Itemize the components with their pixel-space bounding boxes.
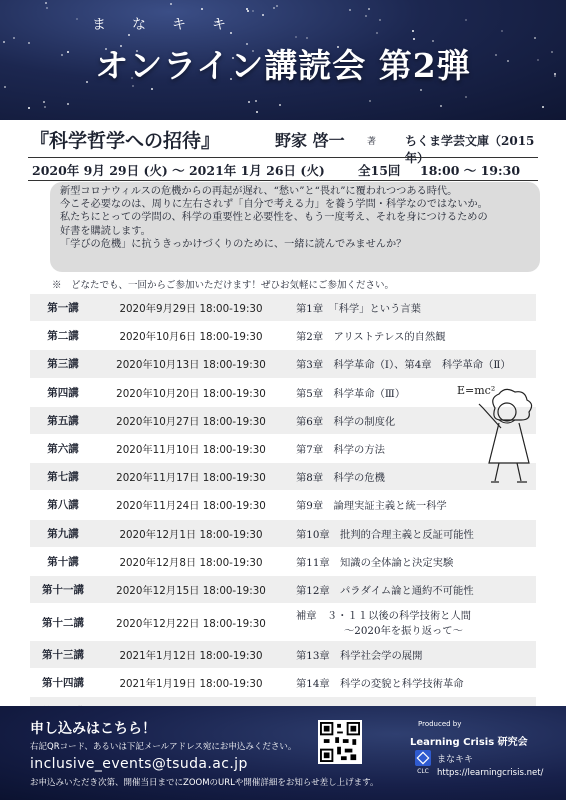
apply-heading: 申し込みはこちら！ xyxy=(30,721,156,737)
table-row xyxy=(30,350,536,378)
star xyxy=(349,9,351,11)
star xyxy=(151,88,153,90)
star xyxy=(248,101,250,103)
participation-note: ※ どなたでも、一回からご参加いただけます！ぜひお気軽にご参加ください。 xyxy=(52,280,395,291)
brand-name: まなキキ xyxy=(437,755,474,765)
lecture-chapter: 第14章 科学の変貌と科学技術革命 xyxy=(286,669,536,697)
intro-line: 好書を購読します。 xyxy=(60,225,151,237)
zoom-note: お申込みいただき次第、開催当日までにZOOMのURLや開催詳細をお知らせ差し上げます。 xyxy=(30,778,379,788)
lecture-chapter: 第1章 「科学」という言葉 xyxy=(286,294,536,322)
star xyxy=(255,100,257,102)
lecture-chapter: 第8章 科学の危機 xyxy=(286,463,536,491)
table-row xyxy=(30,575,536,603)
lecture-date: 2020年11月24日 18:00-19:30 xyxy=(96,491,286,519)
lecture-number: 第十一講 xyxy=(30,575,96,603)
lecture-number: 第五講 xyxy=(30,406,96,434)
star xyxy=(276,5,278,7)
book-info xyxy=(30,126,550,165)
table-row xyxy=(30,547,536,575)
lecture-date: 2020年10月27日 18:00-19:30 xyxy=(96,406,286,434)
lecture-number: 第八講 xyxy=(30,491,96,519)
lecture-date: 2021年1月12日 18:00-19:30 xyxy=(96,641,286,669)
lecture-chapter: 第7章 科学の方法 xyxy=(286,434,536,462)
intro-line: 「学びの危機」に抗うきっかけづくりのために、一緒に読んでみませんか？ xyxy=(60,238,407,250)
lecture-number: 第十三講 xyxy=(30,641,96,669)
star xyxy=(13,37,15,39)
lecture-chapter-cell xyxy=(286,604,536,641)
star xyxy=(201,8,203,10)
header-banner xyxy=(0,0,566,120)
star xyxy=(76,18,78,20)
lecture-chapter: 第6章 科学の制度化 xyxy=(286,406,536,434)
lecture-number: 第七講 xyxy=(30,463,96,491)
lecture-chapter: 第13章 科学社会学の展開 xyxy=(286,641,536,669)
star xyxy=(252,10,254,12)
table-row xyxy=(30,604,536,641)
lecture-number: 第九講 xyxy=(30,519,96,547)
clc-logo-icon xyxy=(415,750,431,774)
star xyxy=(501,30,503,32)
star xyxy=(295,36,297,38)
star xyxy=(379,19,381,21)
table-row xyxy=(30,491,536,519)
einstein-doodle-icon xyxy=(455,378,551,490)
star xyxy=(45,2,47,4)
intro-line: 今こそ必要なのは、周りに左右されず「自分で考える力」を養う学問・科学なのではないか。 xyxy=(60,199,488,211)
star xyxy=(44,106,46,108)
page-title: オンライン講読会 第2弾 xyxy=(95,46,471,85)
apply-instructions: 右記QRコード、あるいは下記メールアドレス宛にお申込みください。 xyxy=(30,742,297,752)
qr-code-icon[interactable] xyxy=(318,720,362,764)
website-link[interactable]: https://learningcrisis.net/ xyxy=(437,768,544,778)
star xyxy=(246,8,248,10)
star xyxy=(306,37,308,39)
lecture-date: 2020年11月10日 18:00-19:30 xyxy=(96,434,286,462)
lecture-chapter: 第12章 パラダイム論と通約不可能性 xyxy=(286,575,536,603)
schedule-time: 18:00 ～ 19:30 xyxy=(420,163,521,178)
lecture-number: 第六講 xyxy=(30,434,96,462)
table-row xyxy=(30,322,536,350)
lecture-date: 2020年12月22日 18:00-19:30 xyxy=(96,604,286,641)
star xyxy=(365,15,367,17)
lecture-chapter-subtitle: ～2020年を振り返って～ xyxy=(344,625,463,638)
lecture-date: 2020年12月1日 18:00-19:30 xyxy=(96,519,286,547)
lecture-chapter: 第2章 アリストテレス的自然観 xyxy=(286,322,536,350)
star xyxy=(465,19,467,21)
lecture-date: 2021年1月19日 18:00-19:30 xyxy=(96,669,286,697)
lecture-date: 2020年10月20日 18:00-19:30 xyxy=(96,378,286,406)
table-row xyxy=(30,294,536,322)
lecture-table xyxy=(30,294,536,726)
author-suffix: 著 xyxy=(367,137,377,147)
star xyxy=(279,104,281,106)
intro-line: 私たちにとっての学問の、科学の重要性と必要性を、もう一度考え、それを身につけるための xyxy=(60,212,488,224)
lecture-number: 第十講 xyxy=(30,547,96,575)
lecture-number: 第四講 xyxy=(30,378,96,406)
intro-box xyxy=(50,182,540,272)
star xyxy=(273,7,275,9)
star xyxy=(256,111,258,113)
star xyxy=(465,96,467,98)
star xyxy=(67,103,69,105)
lecture-chapter: 第5章 科学革命（Ⅲ） xyxy=(286,378,536,406)
table-row xyxy=(30,519,536,547)
lecture-chapter: 第3章 科学革命（Ⅰ）、第4章 科学革命（Ⅱ） xyxy=(286,350,536,378)
star xyxy=(376,32,378,34)
schedule-summary xyxy=(28,157,538,181)
lecture-number: 第二講 xyxy=(30,322,96,350)
lecture-date: 2020年9月29日 18:00-19:30 xyxy=(96,294,286,322)
star xyxy=(420,89,422,91)
footer-banner xyxy=(0,706,566,800)
star xyxy=(128,34,130,36)
lecture-date: 2020年11月17日 18:00-19:30 xyxy=(96,463,286,491)
book-publisher: ちくま学芸文庫（2015年） xyxy=(405,134,535,165)
star xyxy=(534,37,536,39)
star xyxy=(28,107,30,109)
lecture-number: 第十二講 xyxy=(30,604,96,641)
formula-text: E=mc² xyxy=(457,384,496,397)
star xyxy=(43,101,45,103)
book-author: 野家 啓一 xyxy=(275,131,345,150)
table-row xyxy=(30,669,536,697)
book-title: 『科学哲学への招待』 xyxy=(30,130,221,152)
lecture-number: 第十四講 xyxy=(30,669,96,697)
lecture-date: 2020年10月6日 18:00-19:30 xyxy=(96,322,286,350)
star xyxy=(440,105,442,107)
contact-email-link[interactable]: inclusive_events@tsuda.ac.jp xyxy=(30,756,248,772)
lecture-date: 2020年10月13日 18:00-19:30 xyxy=(96,350,286,378)
star xyxy=(247,10,249,12)
star xyxy=(369,100,371,102)
lecture-date: 2020年12月8日 18:00-19:30 xyxy=(96,547,286,575)
schedule-period: 2020年 9月 29日 (火) ～ 2021年 1月 26日 (火) xyxy=(32,163,325,178)
lecture-chapter: 補章 ３・１１以後の科学技術と人間 xyxy=(296,610,472,623)
lecture-chapter: 第9章 論理実証主義と統一科学 xyxy=(286,491,536,519)
star xyxy=(542,106,544,108)
lecture-number: 第一講 xyxy=(30,294,96,322)
lecture-number: 第三講 xyxy=(30,350,96,378)
organization-name: Learning Crisis 研究会 xyxy=(410,737,528,748)
lecture-chapter: 第10章 批判的合理主義と反証可能性 xyxy=(286,519,536,547)
star xyxy=(368,8,370,10)
star xyxy=(170,3,172,5)
intro-line: 新型コロナウィルスの危機からの再起が遅れ、“愁い”と“畏れ”に覆われつつある時代。 xyxy=(60,186,458,197)
star xyxy=(46,7,48,9)
schedule-count: 全15回 xyxy=(358,163,401,178)
star xyxy=(412,30,414,32)
lecture-chapter: 第11章 知識の全体論と決定実験 xyxy=(286,547,536,575)
table-row xyxy=(30,641,536,669)
title-furigana: まなキキ xyxy=(92,17,252,33)
svg-text:CLC: CLC xyxy=(417,768,429,774)
produced-by-label: Produced by xyxy=(418,720,462,728)
lecture-date: 2020年12月15日 18:00-19:30 xyxy=(96,575,286,603)
